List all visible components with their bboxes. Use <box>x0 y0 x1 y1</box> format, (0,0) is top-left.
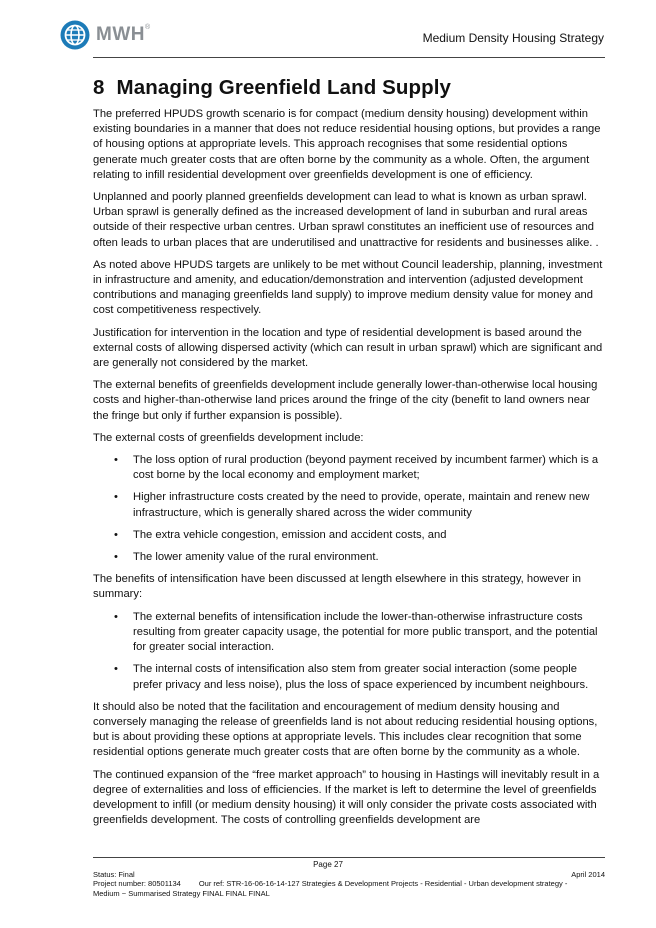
list-item: • The extra vehicle congestion, emission and accident costs, and <box>93 528 607 543</box>
date-text: April 2014 <box>571 870 605 879</box>
page-footer <box>93 870 605 898</box>
list-item: • The external benefits of intensification include the lower-than-otherwise infrastructure costs resulting from greater capacity usage, the potential for more public transport, and the potential for greater social interaction. <box>114 610 598 654</box>
bullet-icon: • <box>114 528 118 541</box>
page-header <box>0 0 656 62</box>
intensification-list <box>93 610 607 693</box>
paragraph: The benefits of intensification have been discussed at length elsewhere in this strategy, however in summary: <box>93 573 581 601</box>
list-item: • The internal costs of intensification also stem from greater social interaction (some people prefer privacy and less noise), plus the loss of space experienced by incumbent neighbours. <box>114 663 589 691</box>
bullet-icon: • <box>114 610 118 623</box>
status-text: Status: Final <box>93 870 135 879</box>
globe-icon <box>60 20 90 50</box>
section-heading <box>93 76 607 100</box>
paragraph: The external costs of greenfields development include: <box>93 431 364 444</box>
bullet-icon: • <box>114 491 118 504</box>
paragraph: As noted above HPUDS targets are unlikely to be met without Council leadership, planning, investment in infrastructure and amenity, and education/demonstration and intervention (adjusted development contributions and managing greenfields land supply) to improve medium density value for money and cost competitiveness respectively. <box>93 258 603 317</box>
logo-wordmark: MWH® <box>96 24 151 45</box>
reference-text: Our ref: STR-16-06-16-14-127 Strategies & Development Projects - Residential - Urban development strategy - <box>198 879 568 889</box>
external-costs-list <box>93 453 607 565</box>
header-divider <box>93 57 605 58</box>
list-item: • Higher infrastructure costs created by the need to provide, operate, maintain and renew new infrastructure, which is generally shared across the wider community <box>114 491 590 519</box>
paragraph: The external benefits of greenfields development include generally lower-than-otherwise local housing costs and higher-than-otherwise land prices around the fringe of the city (benefit to land owners near the fringe but only if further expansion is possible). <box>93 379 598 422</box>
paragraph: Unplanned and poorly planned greenfields development can lead to what is known as urban sprawl. Urban sprawl is generally defined as the increased development of land in suburban and rural areas outside of their respective urban centres. Urban sprawl constitutes an inefficient use of resources and often leads to urban places that are underutilised and unattractive for residents and businesses alike. . <box>93 191 599 249</box>
reference-continued: Medium ~ Summarised Strategy FINAL FINAL FINAL <box>93 888 270 898</box>
document-title: Medium Density Housing Strategy <box>422 31 604 45</box>
bullet-icon: • <box>114 454 118 467</box>
section-title: Managing Greenfield Land Supply <box>116 76 452 99</box>
bullet-icon: • <box>114 551 118 564</box>
bullet-icon: • <box>114 663 118 676</box>
footer-divider <box>93 857 605 858</box>
list-item: • The lower amenity value of the rural environment. <box>93 550 607 565</box>
section-number: 8 <box>93 76 105 99</box>
page-body <box>93 76 607 835</box>
paragraph: The continued expansion of the “free market approach” to housing in Hastings will inevitably result in a degree of externalities and loss of efficiencies. If the market is left to determine the level of greenfields development to infill (or medium density housing) it will only consider the private costs associated with greenfields development. The costs of controlling greenfields development are <box>93 768 600 827</box>
paragraph: Justification for intervention in the location and type of residential development is based around the external costs of allowing dispersed activity (which can result in urban sprawl) which are significant and are generally not considered by the market. <box>93 326 603 370</box>
page-number: Page 27 <box>313 860 343 869</box>
paragraph: It should also be noted that the facilitation and encouragement of medium density housing and conversely managing the release of greenfields land is not about reducing residential housing options, but is about providing these options at appropriate levels. This includes clear recognition that some residential options generate much greater costs that are often borne by the community as a whole. <box>93 700 598 759</box>
mwh-logo <box>60 20 151 50</box>
project-number: Project number: 80501134 <box>93 879 181 889</box>
list-item: • The loss option of rural production (beyond payment received by incumbent farmer) which is a cost borne by the local economy and employment market; <box>114 454 599 482</box>
paragraph: The preferred HPUDS growth scenario is for compact (medium density housing) development within existing boundaries in a manner that does not reduce residential housing options, but provides a range of housing options at appropriate levels. This approach recognises that some residential options generate much greater costs that are often borne by the community as a whole. Often, the argument relating to infill residential development over greenfields development is one of efficiency. <box>93 108 601 181</box>
